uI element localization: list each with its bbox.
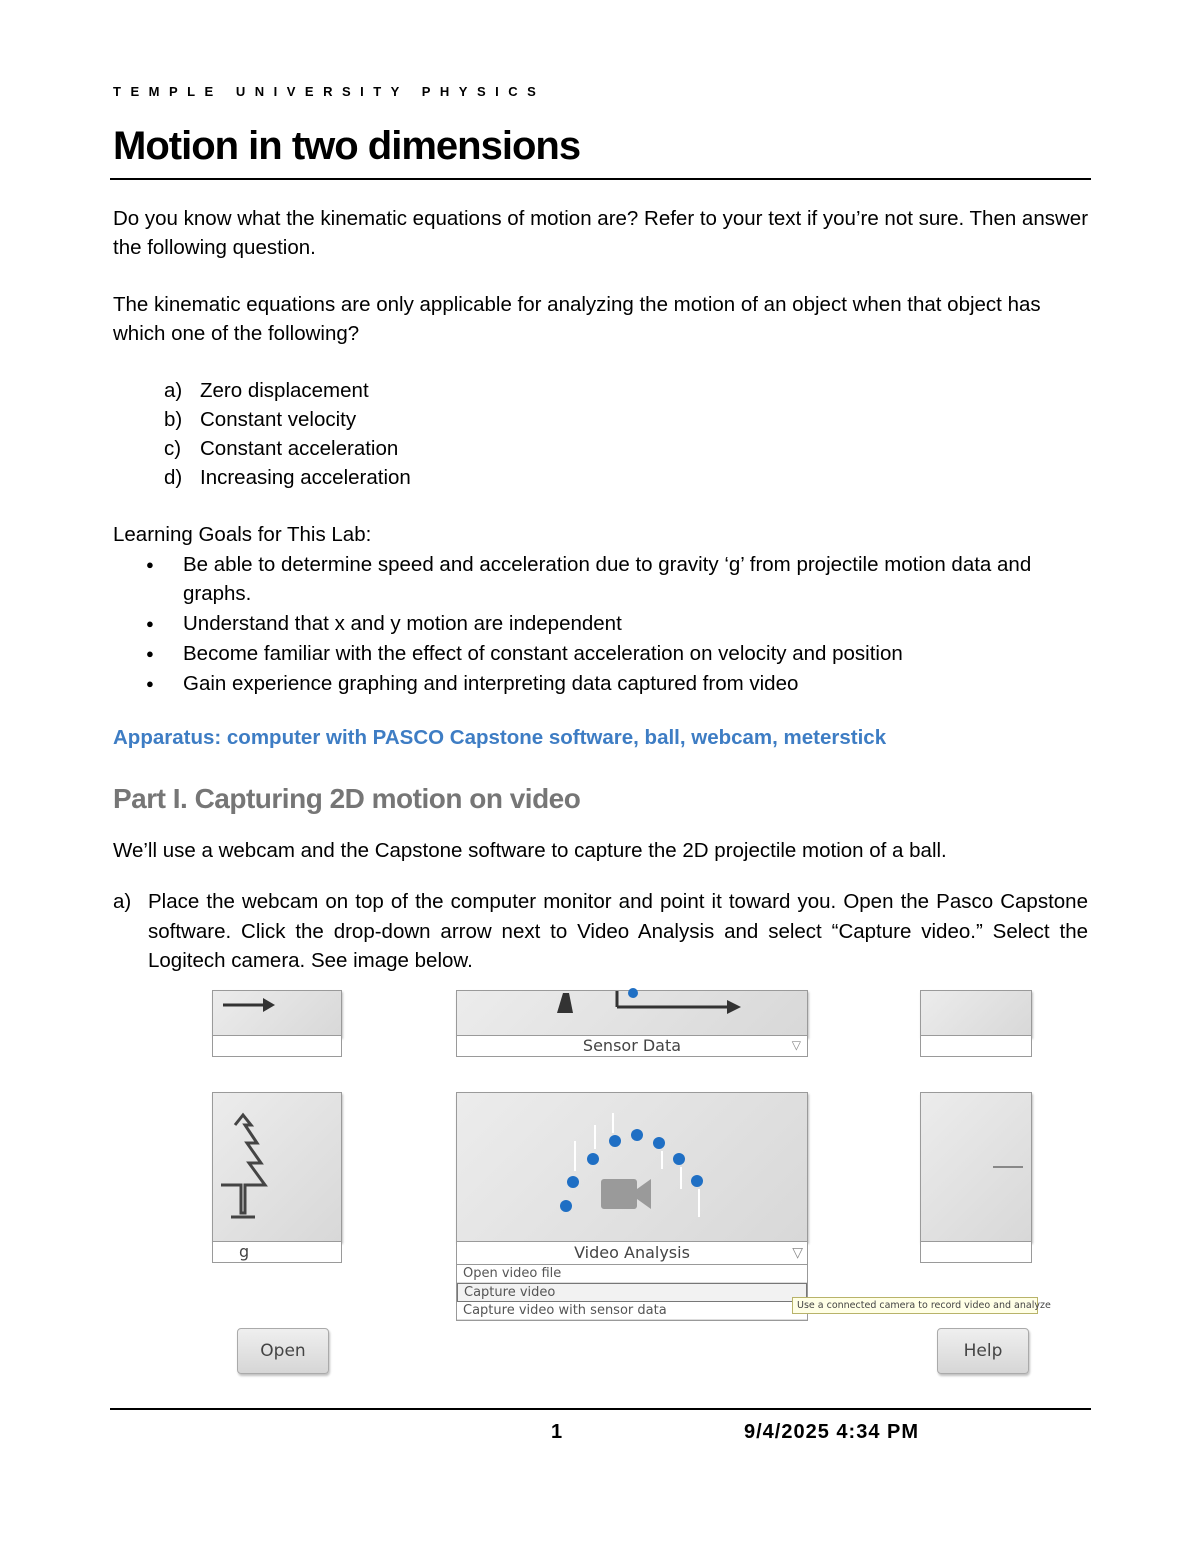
video-analysis-label[interactable]: Video Analysis ▽ bbox=[456, 1241, 808, 1265]
menu-item-capture-video-sensor[interactable]: Capture video with sensor data bbox=[457, 1302, 807, 1320]
tile-right-middle[interactable] bbox=[920, 1092, 1032, 1242]
sensor-data-label[interactable]: Sensor Data ▽ bbox=[456, 1035, 808, 1057]
tile-sensor-data[interactable] bbox=[456, 990, 808, 1037]
page-title: Motion in two dimensions bbox=[113, 124, 581, 168]
option-d: d) Increasing acceleration bbox=[164, 466, 411, 489]
menu-item-capture-video[interactable]: Capture video bbox=[457, 1283, 807, 1302]
tile-top-right-label bbox=[920, 1035, 1032, 1057]
help-button[interactable]: Help bbox=[937, 1328, 1029, 1374]
sensor-graph-icon bbox=[537, 991, 837, 1031]
part1-intro: We’ll use a webcam and the Capstone software to capture the 2D projectile motion of a ball. bbox=[113, 839, 947, 862]
chevron-down-icon[interactable]: ▽ bbox=[792, 1245, 803, 1261]
option-b: b) Constant velocity bbox=[164, 408, 357, 431]
title-rule bbox=[110, 178, 1091, 180]
goal-item: ● Understand that x and y motion are independent bbox=[145, 609, 1065, 638]
tile-right-middle-label bbox=[920, 1241, 1032, 1263]
tile-top-left[interactable] bbox=[212, 990, 342, 1037]
goal-item: ● Gain experience graphing and interpreting data captured from video bbox=[145, 669, 1065, 698]
tile-video-analysis[interactable] bbox=[456, 1092, 808, 1242]
intro-paragraph-2: The kinematic equations are only applicable for analyzing the motion of an object when that object has which one of the following? bbox=[113, 293, 1041, 345]
tile-top-right[interactable] bbox=[920, 990, 1032, 1037]
step-a bbox=[113, 887, 1089, 976]
capstone-screenshot bbox=[222, 995, 1051, 1380]
goal-item: ● Become familiar with the effect of constant acceleration on velocity and position bbox=[145, 639, 1065, 668]
footer-rule bbox=[110, 1408, 1091, 1410]
tile-left-middle-label: g bbox=[212, 1241, 342, 1263]
learning-goals-list bbox=[145, 550, 1065, 699]
option-c: c) Constant acceleration bbox=[164, 437, 399, 460]
header-org: TEMPLE UNIVERSITY PHYSICS bbox=[113, 84, 546, 99]
intro-paragraph-1: Do you know what the kinematic equations of motion are? Refer to your text if you’re not sure. Then answer the following question. bbox=[113, 207, 1089, 259]
option-a: a) Zero displacement bbox=[164, 379, 369, 402]
footer-datetime: 9/4/2025 4:34 PM bbox=[744, 1421, 919, 1443]
page-number: 1 bbox=[551, 1421, 563, 1443]
menu-item-open-video-file[interactable]: Open video file bbox=[457, 1265, 807, 1283]
step-marker: a) bbox=[113, 890, 132, 913]
tree-icon bbox=[221, 1113, 281, 1253]
video-analysis-icon bbox=[457, 1093, 807, 1241]
step-text: Place the webcam on top of the computer monitor and point it toward you. Open the Pasco Capstone software. Click the drop-down arrow next to Video Analysis and select “Capture video.” Select the Logitech camera. See image below. bbox=[148, 890, 1088, 972]
question-options bbox=[164, 376, 411, 492]
tooltip: Use a connected camera to record video and analyze bbox=[792, 1297, 1038, 1314]
tile-top-left-label bbox=[212, 1035, 342, 1057]
learning-goals-heading: Learning Goals for This Lab: bbox=[113, 523, 372, 546]
video-analysis-menu bbox=[456, 1264, 808, 1321]
part1-heading: Part I. Capturing 2D motion on video bbox=[113, 783, 581, 814]
arrow-icon bbox=[223, 995, 283, 1015]
open-button[interactable]: Open bbox=[237, 1328, 329, 1374]
goal-item: ● Be able to determine speed and acceleration due to gravity ‘g’ from projectile motion data and graphs. bbox=[145, 550, 1065, 608]
chevron-down-icon[interactable]: ▽ bbox=[791, 1038, 801, 1052]
dash-icon bbox=[993, 1166, 1023, 1168]
tile-left-middle[interactable] bbox=[212, 1092, 342, 1242]
apparatus-line: Apparatus: computer with PASCO Capstone software, ball, webcam, meterstick bbox=[113, 726, 887, 749]
